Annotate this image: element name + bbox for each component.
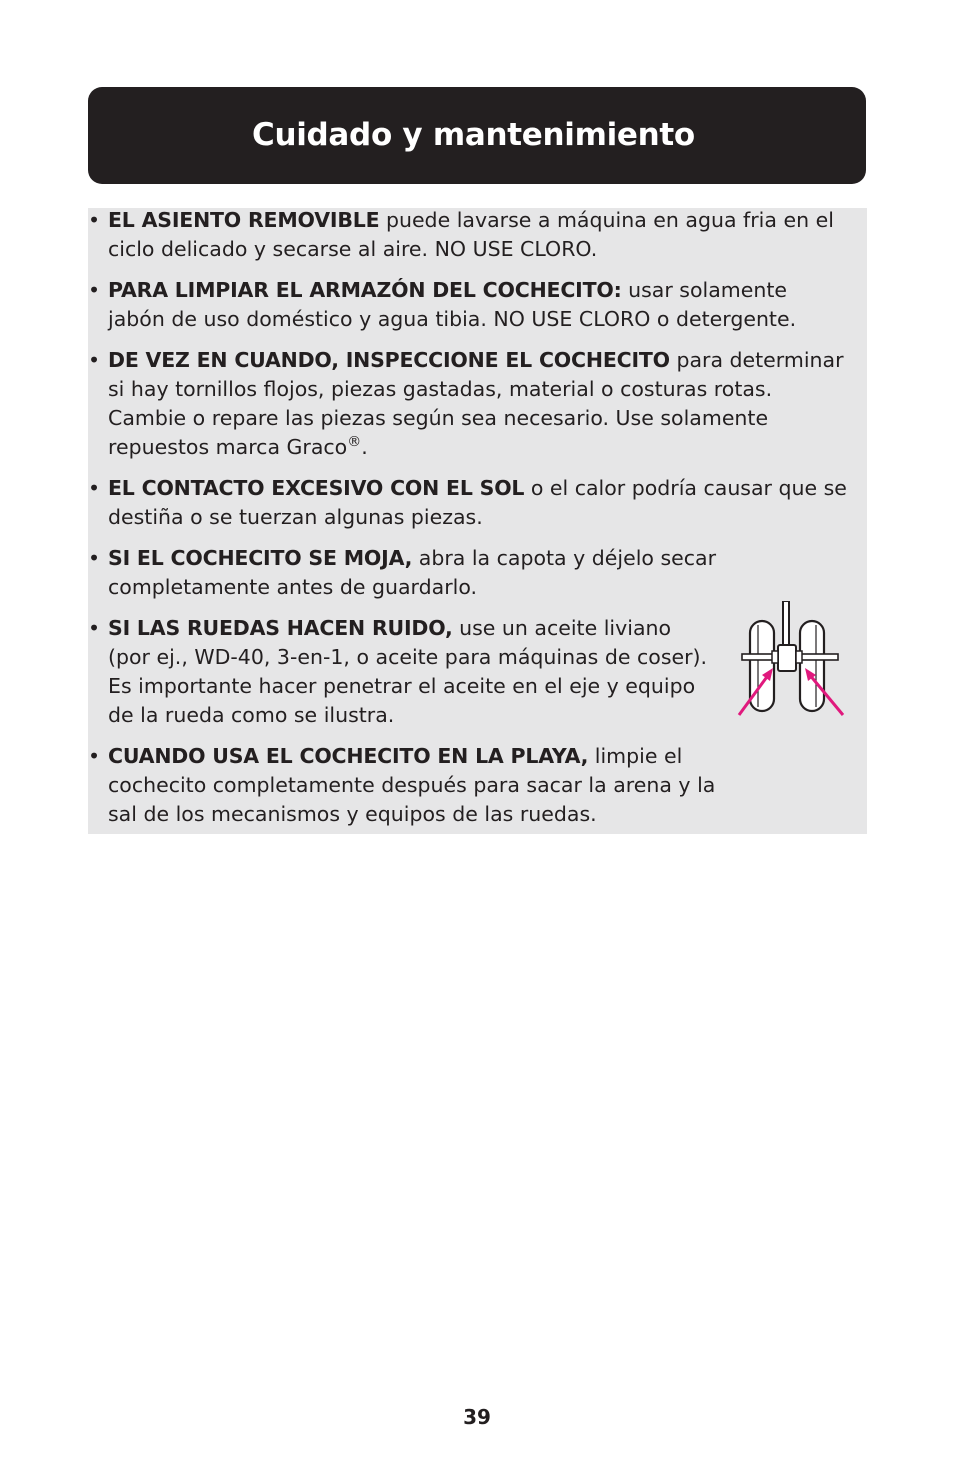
- list-item-text: [108, 544, 768, 602]
- list-item-heading: SI EL COCHECITO SE MOJA,: [108, 546, 413, 570]
- wheel-axle-oil-icon: [736, 601, 848, 721]
- list-item-heading: DE VEZ EN CUANDO, INSPECCIONE EL COCHECITO: [108, 348, 670, 372]
- section-header: [88, 87, 866, 184]
- list-item-body: usar solamente jabón de uso doméstico y agua tibia. NO USE CLORO o detergente.: [108, 278, 797, 331]
- list-item-text: [108, 474, 866, 532]
- list-item-body: o el calor podría causar que se destiña o se tuerzan algunas piezas.: [108, 476, 847, 529]
- registered-mark: ®: [347, 434, 362, 451]
- list-item-body: use un aceite liviano (por ej., WD-40, 3-en-1, o aceite para máquinas de coser). Es importante hacer penetrar el aceite en el eje y equipo de la rueda como se ilustra.: [108, 616, 708, 727]
- bullet: •: [88, 208, 101, 232]
- page-title: Cuidado y mantenimiento: [252, 117, 695, 153]
- bullet: •: [88, 476, 101, 500]
- list-item-body: abra la capota y déjelo secar completamente antes de guardarlo.: [108, 546, 717, 599]
- bullet: •: [88, 744, 101, 768]
- bullet: •: [88, 278, 101, 302]
- list-item-heading: EL ASIENTO REMOVIBLE: [108, 208, 380, 232]
- list-item-text: [108, 276, 848, 334]
- list-item-body: limpie el cochecito completamente después para sacar la arena y la sal de los mecanismos y equipos de las ruedas.: [108, 744, 716, 826]
- list-item-heading: EL CONTACTO EXCESIVO CON EL SOL: [108, 476, 525, 500]
- bullet: •: [88, 616, 101, 640]
- list-item-body: para determinar si hay tornillos flojos, piezas gastadas, material o costuras rotas. Cambie o repare las piezas según sea necesario. Use solamente repuestos marca Graco: [108, 348, 844, 459]
- list-item-body: puede lavarse a máquina en agua fria en el ciclo delicado y secarse al aire. NO USE CLORO.: [108, 208, 834, 261]
- bullet: •: [88, 348, 101, 372]
- page-number: 39: [463, 1405, 491, 1429]
- bullet: •: [88, 546, 101, 570]
- list-item-heading: CUANDO USA EL COCHECITO EN LA PLAYA,: [108, 744, 589, 768]
- list-item-heading: PARA LIMPIAR EL ARMAZÓN DEL COCHECITO:: [108, 278, 622, 302]
- care-instructions-panel: [88, 208, 867, 834]
- list-item-tail: .: [361, 435, 368, 459]
- list-item-heading: SI LAS RUEDAS HACEN RUIDO,: [108, 616, 453, 640]
- list-item-text: [108, 742, 738, 829]
- list-item-text: [108, 346, 853, 462]
- list-item-text: [108, 206, 848, 264]
- list-item-text: [108, 614, 713, 730]
